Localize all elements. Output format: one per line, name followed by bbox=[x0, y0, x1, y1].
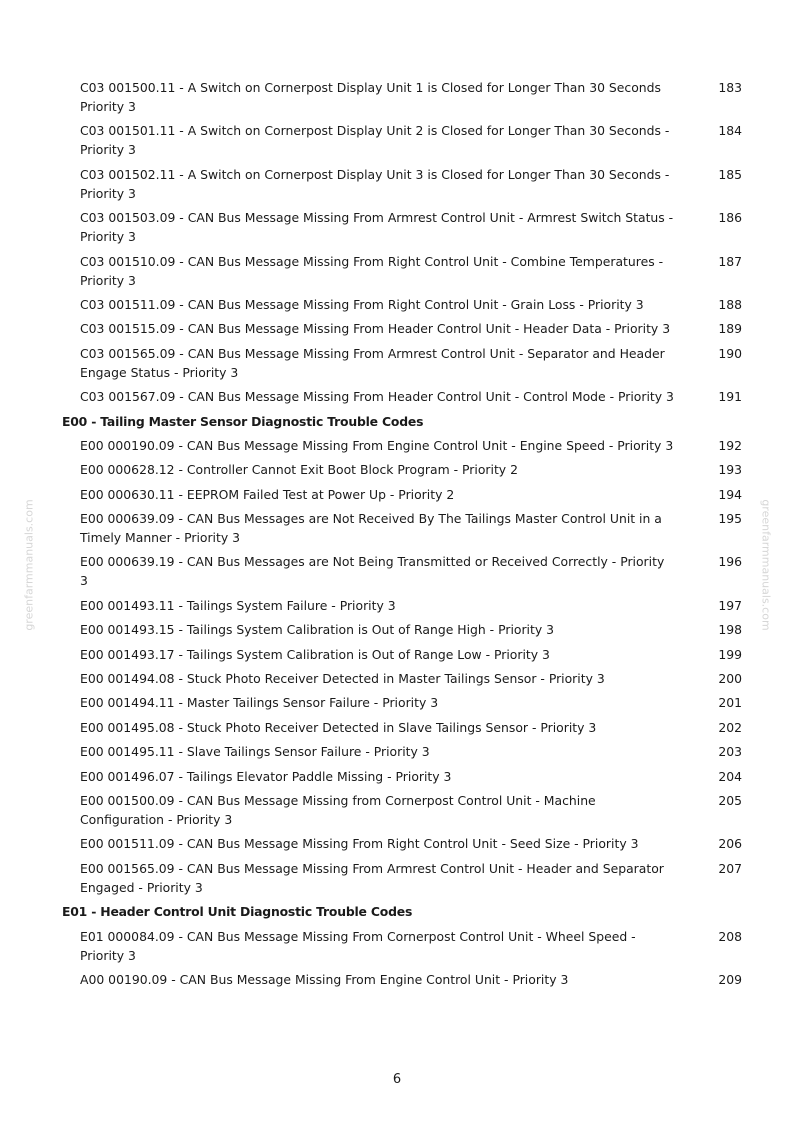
toc-entry[interactable] bbox=[62, 669, 742, 688]
toc-entry-page: 187 bbox=[718, 253, 742, 269]
toc-entry-title: E00 000628.12 - Controller Cannot Exit Boot Block Program - Priority 2 bbox=[80, 462, 518, 478]
toc-entry-title: E00 000639.09 - CAN Bus Messages are Not Received By The Tailings Master Control Unit in a Timely Manner - Priority 3 bbox=[80, 511, 662, 546]
toc-entry-title: E00 001511.09 - CAN Bus Message Missing From Right Control Unit - Seed Size - Priority 3 bbox=[80, 836, 639, 852]
toc-entry-page: 185 bbox=[718, 166, 742, 182]
toc-entry-page: 199 bbox=[718, 646, 742, 662]
toc-entry-title: C03 001511.09 - CAN Bus Message Missing From Right Control Unit - Grain Loss - Priority 3 bbox=[80, 296, 644, 312]
toc-entry[interactable] bbox=[62, 970, 742, 989]
toc-entry-page: 189 bbox=[718, 321, 742, 337]
toc-entry-title: E00 000630.11 - EEPROM Failed Test at Power Up - Priority 2 bbox=[80, 486, 455, 502]
toc-entry-page: 202 bbox=[718, 719, 742, 735]
toc-entry-title: E00 001565.09 - CAN Bus Message Missing From Armrest Control Unit - Header and Separator Engaged - Priority 3 bbox=[80, 860, 664, 895]
toc-entry-title: C03 001567.09 - CAN Bus Message Missing From Header Control Unit - Control Mode - Priority 3 bbox=[80, 389, 674, 405]
toc-entry-title: C03 001565.09 - CAN Bus Message Missing From Armrest Control Unit - Separator and Header Engage Status - Priority 3 bbox=[80, 345, 665, 380]
toc-entry[interactable] bbox=[62, 252, 742, 290]
toc-entry-title: C03 001501.11 - A Switch on Cornerpost Display Unit 2 is Closed for Longer Than 30 Seconds - Priority 3 bbox=[80, 123, 670, 158]
toc-entry-title: C03 001500.11 - A Switch on Cornerpost Display Unit 1 is Closed for Longer Than 30 Seconds Priority 3 bbox=[80, 80, 661, 114]
toc-entry-page: 209 bbox=[718, 971, 742, 987]
toc-entry[interactable] bbox=[62, 767, 742, 786]
toc-entry[interactable] bbox=[62, 485, 742, 504]
toc-entry-page: 196 bbox=[718, 554, 742, 570]
toc-entry[interactable] bbox=[62, 319, 742, 338]
toc-entry-page: 184 bbox=[718, 123, 742, 139]
toc-entry-title: E00 001494.11 - Master Tailings Sensor Failure - Priority 3 bbox=[80, 695, 439, 711]
toc-entry-page: 204 bbox=[718, 768, 742, 784]
toc-entry[interactable] bbox=[62, 165, 742, 203]
toc-entry-page: 188 bbox=[718, 296, 742, 312]
toc-entry-page: 198 bbox=[718, 622, 742, 638]
toc-entry-title: C03 001515.09 - CAN Bus Message Missing From Header Control Unit - Header Data - Priority 3 bbox=[80, 321, 671, 337]
toc-entry-page: 190 bbox=[718, 345, 742, 361]
toc-entry-page: 205 bbox=[718, 792, 742, 808]
page-number: 6 bbox=[392, 1072, 402, 1087]
toc-entry[interactable] bbox=[62, 387, 742, 406]
toc-entry-page: 195 bbox=[718, 511, 742, 527]
toc-entry-page: 208 bbox=[718, 928, 742, 944]
toc-entry-page: 207 bbox=[718, 860, 742, 876]
toc-entry-title: E00 001494.08 - Stuck Photo Receiver Detected in Master Tailings Sensor - Priority 3 bbox=[80, 671, 605, 687]
section-heading: E00 - Tailing Master Sensor Diagnostic Trouble Codes bbox=[62, 413, 424, 429]
toc-entry-title: C03 001502.11 - A Switch on Cornerpost Display Unit 3 is Closed for Longer Than 30 Seconds - Priority 3 bbox=[80, 166, 670, 201]
toc-entry[interactable] bbox=[62, 460, 742, 479]
section-heading: E01 - Header Control Unit Diagnostic Trouble Codes bbox=[62, 904, 413, 920]
toc-entry[interactable] bbox=[62, 208, 742, 246]
toc-entry[interactable] bbox=[62, 645, 742, 664]
toc-entry-page: 192 bbox=[718, 437, 742, 453]
toc-entry-page: 206 bbox=[718, 836, 742, 852]
toc-entry-title: A00 00190.09 - CAN Bus Message Missing From Engine Control Unit - Priority 3 bbox=[80, 971, 569, 987]
toc-entry-page: 197 bbox=[718, 597, 742, 613]
toc-entry-page: 194 bbox=[718, 486, 742, 502]
toc-entry-page: 193 bbox=[718, 462, 742, 478]
toc-entry[interactable] bbox=[62, 859, 742, 897]
toc-entry-title: E00 001493.17 - Tailings System Calibration is Out of Range Low - Priority 3 bbox=[80, 646, 550, 662]
toc-entry[interactable] bbox=[62, 78, 742, 116]
toc-entry[interactable] bbox=[62, 742, 742, 761]
toc-entry[interactable] bbox=[62, 509, 742, 547]
toc-entry[interactable] bbox=[62, 718, 742, 737]
toc-entry-title: E00 000190.09 - CAN Bus Message Missing From Engine Control Unit - Engine Speed - Priority 3 bbox=[80, 437, 674, 453]
toc-entry-page: 191 bbox=[718, 389, 742, 405]
toc-entry[interactable] bbox=[62, 121, 742, 159]
toc-entry[interactable] bbox=[62, 834, 742, 853]
toc-entry-title: C03 001503.09 - CAN Bus Message Missing From Armrest Control Unit - Armrest Switch Status - Priority 3 bbox=[80, 210, 674, 245]
toc-entry-title: E00 001500.09 - CAN Bus Message Missing from Cornerpost Control Unit - Machine Configuration - Priority 3 bbox=[80, 792, 596, 827]
toc-entry[interactable] bbox=[62, 344, 742, 382]
toc-entry[interactable] bbox=[62, 295, 742, 314]
toc-entry-page: 186 bbox=[718, 210, 742, 226]
toc-entry-title: E00 001493.15 - Tailings System Calibration is Out of Range High - Priority 3 bbox=[80, 622, 555, 638]
toc-entry-title: E00 001493.11 - Tailings System Failure - Priority 3 bbox=[80, 597, 396, 613]
table-of-contents bbox=[62, 78, 742, 994]
watermark-right: greenfarmmanuals.com bbox=[759, 499, 773, 631]
toc-entry-page: 200 bbox=[718, 671, 742, 687]
toc-entry-title: E01 000084.09 - CAN Bus Message Missing From Cornerpost Control Unit - Wheel Speed - Priority 3 bbox=[80, 928, 636, 963]
toc-entry-title: E00 001495.11 - Slave Tailings Sensor Failure - Priority 3 bbox=[80, 744, 430, 760]
toc-entry-title: E00 001496.07 - Tailings Elevator Paddle Missing - Priority 3 bbox=[80, 768, 452, 784]
toc-entry-title: C03 001510.09 - CAN Bus Message Missing From Right Control Unit - Combine Temperatures - Priority 3 bbox=[80, 253, 664, 288]
watermark-left: greenfarmmanuals.com bbox=[22, 499, 36, 631]
toc-entry-title: E00 001495.08 - Stuck Photo Receiver Detected in Slave Tailings Sensor - Priority 3 bbox=[80, 719, 597, 735]
toc-entry-title: E00 000639.19 - CAN Bus Messages are Not Being Transmitted or Received Correctly - Priority 3 bbox=[80, 554, 665, 589]
toc-entry-page: 201 bbox=[718, 695, 742, 711]
toc-entry-page: 203 bbox=[718, 744, 742, 760]
toc-entry[interactable] bbox=[62, 791, 742, 829]
toc-entry[interactable] bbox=[62, 436, 742, 455]
toc-entry[interactable] bbox=[62, 596, 742, 615]
toc-entry[interactable] bbox=[62, 620, 742, 639]
toc-entry-page: 183 bbox=[718, 80, 742, 95]
toc-entry[interactable] bbox=[62, 693, 742, 712]
toc-entry[interactable] bbox=[62, 927, 742, 965]
toc-entry[interactable] bbox=[62, 552, 742, 590]
